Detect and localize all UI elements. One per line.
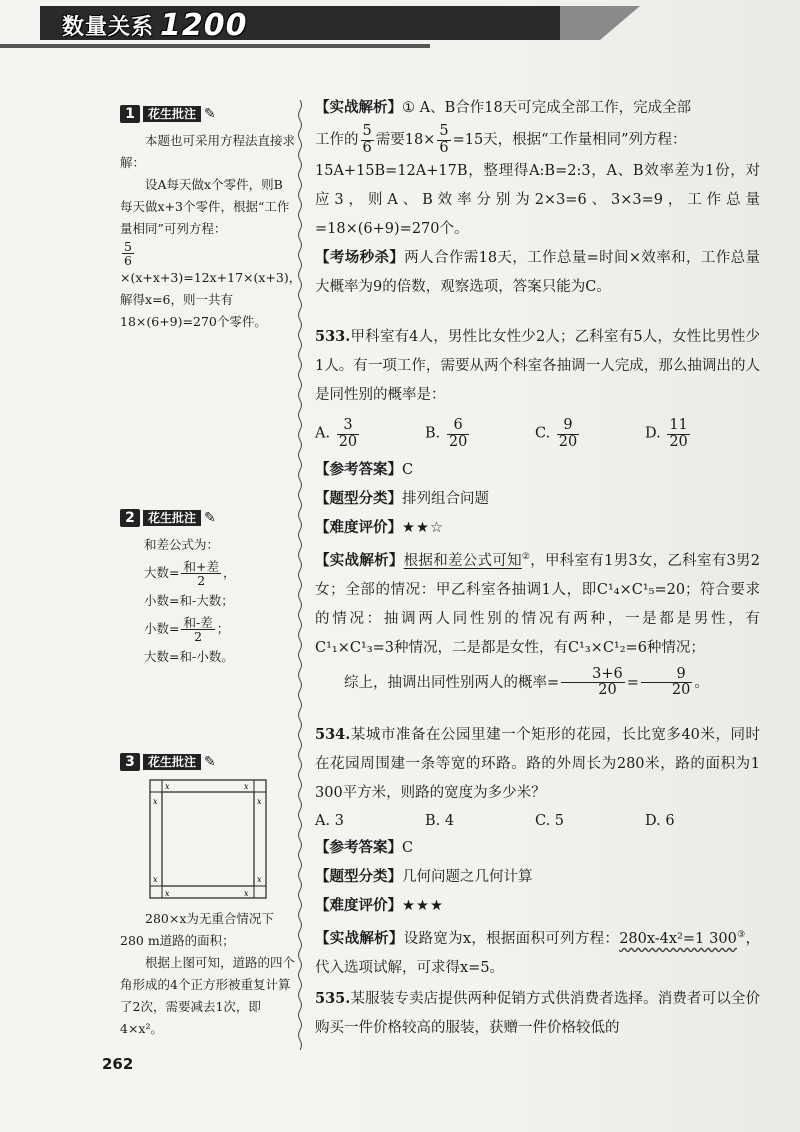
question-number: 535. (315, 990, 351, 1007)
option-b: B. 4 (425, 813, 455, 829)
road-diagram (148, 778, 268, 900)
analysis-532 (315, 94, 760, 302)
note-number: 2 (120, 509, 140, 527)
note-text: 本题也可采用方程法直接求解： (120, 133, 296, 170)
analysis-tag: 【实战解析】 (315, 100, 402, 116)
note-text: 设A每天做x个零件，则B每天做x+3个零件，根据“工作量相同”可列方程： (120, 177, 290, 236)
svg-text:x: x (257, 797, 262, 806)
difficulty-line: 【难度评价】★★☆ (315, 520, 444, 536)
pencil-icon: ✎ (204, 754, 216, 770)
tip-paragraph: 【考场秒杀】两人合作需18天，工作总量=时间×效率和，工作总量大概率为9的倍数，观察选项，答案只能为C。 (315, 250, 761, 295)
analysis-paragraph: 【实战解析】① A、B合作18天可完成全部工作，完成全部 (315, 100, 692, 116)
formula-line: 小数= $\frac{\text{和-差}}{2}$ ； (144, 614, 230, 644)
difficulty-line: 【难度评价】★★★ (315, 898, 444, 914)
difficulty-stars: ★★★ (402, 898, 444, 914)
sidebar-note-2 (120, 508, 295, 668)
analysis-paragraph: 【实战解析】根据和差公式可知②，甲科室有1男3女，乙科室有3男2女；全部的情况：甲乙科室各抽调1人，即C¹₄×C¹₅=20；符合要求的情况：抽调两人同性别的情况有两种，一是都是男性，有C¹₁×C¹₃=3种情况，二是都是女性，有C¹₃×C¹₂=6种情况； (315, 552, 760, 656)
note-text: 和差公式为： (144, 537, 220, 552)
options (315, 416, 760, 452)
question-533 (315, 322, 760, 703)
pencil-icon: ✎ (204, 510, 216, 526)
question-text: 534.某城市准备在公园里建一个矩形的花园，长比宽多40米，同时在花园周围建一条等宽的环路。路的外周长为280米，路的面积为1 300平方米，则路的宽度为多少米？ (315, 726, 760, 801)
svg-text:x: x (257, 875, 262, 884)
question-number: 534. (315, 726, 351, 743)
svg-text:x: x (244, 889, 249, 898)
note-number: 3 (120, 753, 140, 771)
formula-line: 小数=和-大数； (144, 593, 234, 608)
svg-text:x: x (153, 875, 158, 884)
type-line: 【题型分类】几何问题之几何计算 (315, 869, 533, 885)
option-d: D. 6 (645, 813, 675, 829)
book-title-text: 数量关系 (62, 14, 155, 40)
book-title (62, 8, 248, 42)
question-534 (315, 720, 760, 983)
question-text: 533.甲科室有4人，男性比女性少2人；乙科室有5人，女性比男性少1人。有一项工作，需要从两个科室各抽调一人完成，那么抽调出的人是同性别的概率是： (315, 328, 760, 403)
note-title: 花生批注 (143, 106, 201, 122)
svg-text:x: x (153, 797, 158, 806)
option-a: A. $\frac{3}{20}$ (315, 417, 358, 450)
note-equation: $\frac{5}{6}$ ×(x+x+3)=12x+17×(x+3)，解得x=6，则一共有18×(6+9)=270个零件。 (120, 239, 302, 330)
option-b: B. $\frac{6}{20}$ (425, 417, 468, 450)
summary-line: 综上，抽调出同性别两人的概率= $\frac{3+6}{20}$ = $\frac{9}{20}$ 。 (344, 666, 709, 699)
svg-text:x: x (165, 782, 170, 791)
analysis-paragraph: 【实战解析】设路宽为x，根据面积可列方程：280x-4x²=1 300③，代入选项试解，可求得x=5。 (315, 930, 760, 976)
options (315, 808, 760, 834)
note-header (120, 752, 295, 772)
fraction: $\frac{5}{6}$ (124, 239, 132, 269)
svg-text:x: x (244, 782, 249, 791)
sidebar-note-3 (120, 752, 295, 1040)
option-d: D. $\frac{11}{20}$ (645, 417, 688, 450)
note-header (120, 104, 295, 124)
question-number: 533. (315, 328, 351, 345)
book-title-number: 1200 (160, 7, 248, 43)
formula-line: 大数=和-小数。 (144, 649, 234, 664)
svg-text:x: x (165, 889, 170, 898)
type-line: 【题型分类】排列组合问题 (315, 491, 489, 507)
question-535 (315, 984, 760, 1043)
note-text: 280×x为无重合情况下280 m道路的面积； (120, 911, 274, 948)
note-number: 1 (120, 105, 140, 123)
option-c: C. $\frac{9}{20}$ (535, 417, 578, 450)
formula-line: 大数= $\frac{\text{和+差}}{2}$ ， (144, 558, 236, 588)
option-a: A. 3 (315, 813, 344, 829)
analysis-paragraph: 工作的 $\frac{5}{6}$ 需要18× $\frac{5}{6}$ =15天，根据“工作量相同”列方程： (315, 123, 687, 156)
column-divider (296, 100, 304, 1050)
page-number: 262 (102, 1055, 134, 1073)
note-title: 花生批注 (143, 510, 201, 526)
option-c: C. 5 (535, 813, 565, 829)
difficulty-stars: ★★☆ (402, 520, 444, 536)
analysis-paragraph: 15A+15B=12A+17B，整理得A:B=2:3，A、B效率差为1份，对应3，则A、B效率分别为2×3=6、3×3=9，工作总量=18×(6+9)=270个。 (315, 163, 760, 237)
question-text: 535.某服装专卖店提供两种促销方式供消费者选择。消费者可以全价购买一件价格较高的服装，获赠一件价格较低的 (315, 990, 760, 1036)
pencil-icon: ✎ (204, 106, 216, 122)
header-band (0, 0, 800, 60)
sidebar-note-1 (120, 104, 302, 333)
answer-line: 【参考答案】C (315, 840, 414, 856)
note-header (120, 508, 295, 528)
tip-tag: 【考场秒杀】 (315, 250, 405, 266)
note-text: 根据上图可知，道路的四个角形成的4个正方形被重复计算了2次，需要减去1次，即4×x²。 (120, 955, 296, 1036)
note-title: 花生批注 (143, 754, 201, 770)
answer-line: 【参考答案】C (315, 462, 414, 478)
